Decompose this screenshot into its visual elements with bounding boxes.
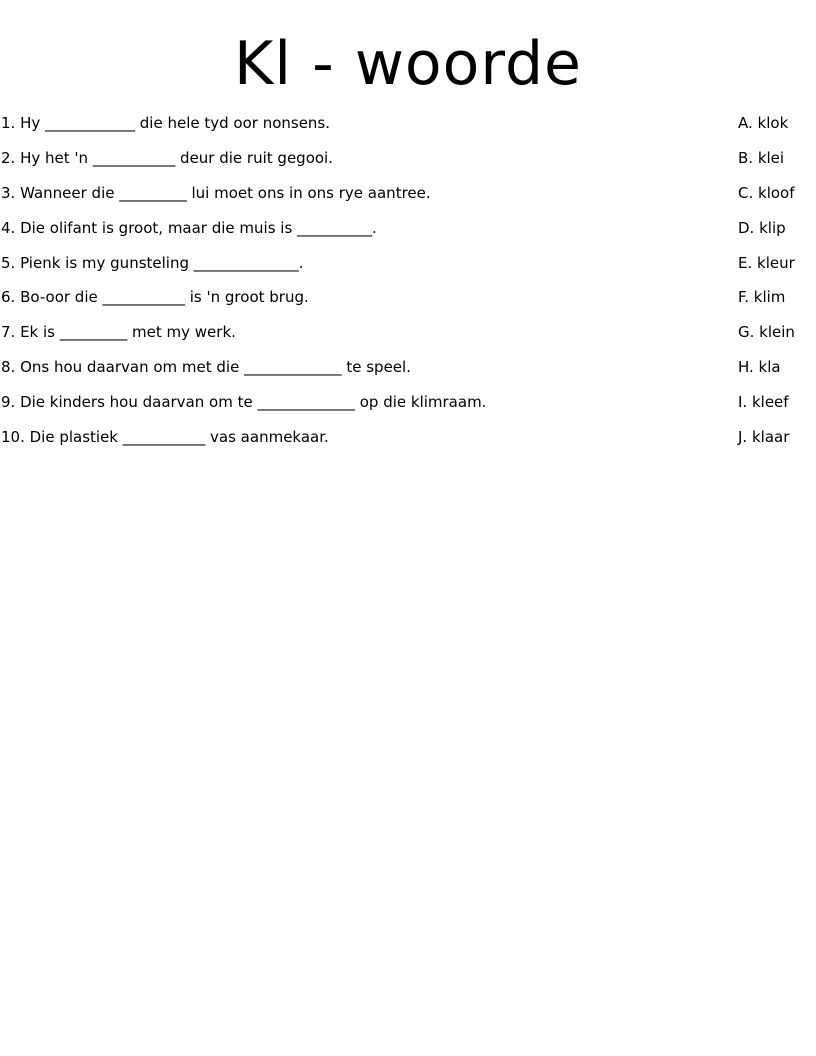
- answer-option: A. klok: [738, 114, 789, 132]
- question-sentence: 2. Hy het 'n ___________ deur die ruit gegooi.: [1, 148, 333, 167]
- question-sentence: 6. Bo-oor die ___________ is 'n groot brug.: [1, 288, 309, 307]
- answer-option: G. klein: [738, 323, 795, 342]
- question-row-4: [0, 218, 816, 253]
- answer-option: J. klaar: [738, 428, 790, 447]
- question-row-3: [0, 183, 816, 218]
- answer-option: H. kla: [738, 358, 781, 377]
- question-row-7: [0, 322, 816, 357]
- page-title: Kl - woorde: [234, 29, 582, 99]
- question-sentence: 4. Die olifant is groot, maar die muis is __________.: [1, 218, 377, 237]
- answer-option: F. klim: [738, 288, 786, 307]
- question-list: [0, 113, 816, 462]
- question-sentence: 10. Die plastiek ___________ vas aanmekaar.: [1, 428, 329, 447]
- question-sentence: 8. Ons hou daarvan om met die _____________ te speel.: [1, 358, 411, 377]
- question-row-8: [0, 357, 816, 392]
- answer-option: D. klip: [738, 218, 786, 237]
- answer-option: C. kloof: [738, 183, 795, 202]
- question-sentence: 3. Wanneer die _________ lui moet ons in ons rye aantree.: [1, 183, 431, 202]
- question-row-9: [0, 392, 816, 427]
- question-row-5: [0, 253, 816, 288]
- answer-option: I. kleef: [738, 393, 789, 412]
- question-row-2: [0, 148, 816, 183]
- question-row-10: [0, 427, 816, 462]
- question-row-6: [0, 287, 816, 322]
- answer-option: E. kleur: [738, 253, 795, 272]
- question-sentence: 9. Die kinders hou daarvan om te _____________ op die klimraam.: [1, 393, 487, 412]
- answer-option: B. klei: [738, 148, 785, 167]
- question-sentence: 7. Ek is _________ met my werk.: [1, 323, 236, 342]
- question-sentence: 1. Hy ____________ die hele tyd oor nonsens.: [1, 114, 331, 132]
- question-row-1: [0, 113, 816, 148]
- question-sentence: 5. Pienk is my gunsteling ______________.: [1, 253, 304, 272]
